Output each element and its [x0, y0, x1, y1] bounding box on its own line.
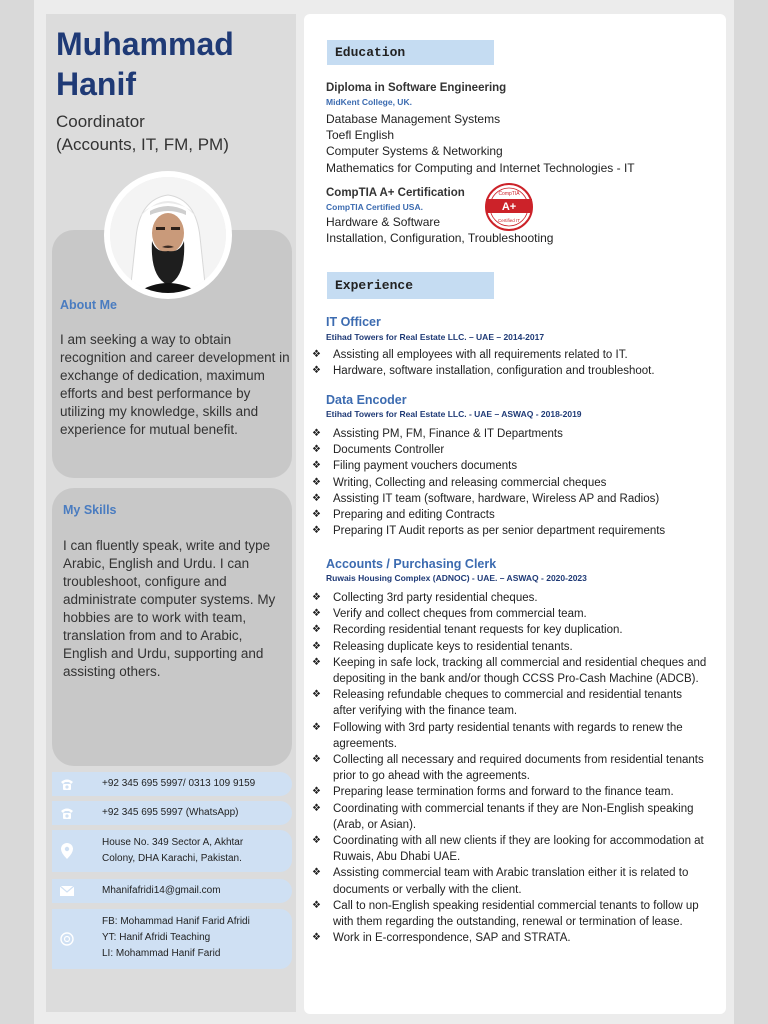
social-line: YT: Hanif Afridi Teaching: [102, 932, 211, 943]
duty-item: ❖ Collecting 3rd party residential cheques.: [312, 590, 707, 606]
contact-email-text: Mhanifafridi14@gmail.com: [102, 885, 221, 896]
job-title: Accounts / Purchasing Clerk: [326, 557, 497, 571]
comptia-badge-icon: [483, 182, 535, 232]
phone-icon: [52, 772, 82, 796]
contact-whatsapp[interactable]: [52, 801, 292, 825]
contact-email[interactable]: [52, 879, 292, 903]
course-item: Computer Systems & Networking: [326, 144, 503, 158]
contact-social-text: [102, 914, 250, 962]
contact-phone-text: +92 345 695 5997/ 0313 109 9159: [102, 778, 256, 789]
contact-whatsapp-text: +92 345 695 5997 (WhatsApp): [102, 807, 239, 818]
candidate-role: [56, 110, 286, 156]
social-line: FB: Mohammad Hanif Farid Afridi: [102, 916, 250, 927]
profile-photo: [110, 177, 226, 293]
duty-item: ❖ Call to non-English speaking residential commercial tenants to follow up with them regarding the outstanding, renewal or termination of lease.: [312, 898, 707, 930]
duty-item: ❖ Releasing duplicate keys to residential tenants.: [312, 639, 707, 655]
diploma-institution: MidKent College, UK.: [326, 97, 412, 107]
job-title: IT Officer: [326, 315, 381, 329]
duty-item: ❖ Work in E-correspondence, SAP and STRATA.: [312, 930, 707, 946]
duty-item: ❖ Keeping in safe lock, tracking all commercial and residential cheques and depositing in the bank and/or though CCSS Pro-Cash Machine (ADCB).: [312, 655, 707, 687]
envelope-icon: [52, 879, 82, 903]
contact-address-text: [102, 835, 243, 867]
duty-item: ❖ Hardware, software installation, configuration and troubleshoot.: [312, 363, 712, 379]
duty-item: ❖ Verify and collect cheques from commercial team.: [312, 606, 707, 622]
about-title: About Me: [60, 298, 117, 312]
education-heading: Education: [327, 40, 494, 65]
course-item: Installation, Configuration, Troubleshooting: [326, 231, 554, 245]
job-company: Etihad Towers for Real Estate LLC. - UAE – ASWAQ - 2018-2019: [326, 409, 582, 419]
duty-item: ❖ Recording residential tenant requests for key duplication.: [312, 622, 707, 638]
badge-bottom-text: Certified IT: [497, 218, 521, 223]
duty-item: ❖ Releasing refundable cheques to commercial and residential tenants after verifying with the finance team.: [312, 687, 707, 719]
job-company: Ruwais Housing Complex (ADNOC) - UAE. – ASWAQ - 2020-2023: [326, 573, 587, 583]
job-duties: [312, 590, 707, 946]
address-line: Colony, DHA Karachi, Pakistan.: [102, 853, 242, 864]
course-item: Hardware & Software: [326, 215, 441, 229]
duty-item: ❖ Assisting all employees with all requirements related to IT.: [312, 347, 712, 363]
address-line: House No. 349 Sector A, Akhtar: [102, 837, 244, 848]
duty-item: ❖ Assisting PM, FM, Finance & IT Departments: [312, 426, 712, 442]
duty-item: ❖ Writing, Collecting and releasing commercial cheques: [312, 475, 712, 491]
candidate-name: Muhammad Hanif: [56, 26, 234, 102]
duty-item: ❖ Assisting commercial team with Arabic translation either it is related to documents or verbally with the client.: [312, 865, 707, 897]
contact-address[interactable]: [52, 830, 292, 872]
duty-item: ❖ Preparing IT Audit reports as per senior department requirements: [312, 523, 712, 539]
duty-item: ❖ Preparing lease termination forms and forward to the finance team.: [312, 784, 707, 800]
badge-main-text: A+: [501, 201, 517, 213]
badge-top-text: CompTIA: [498, 191, 520, 197]
job-title: Data Encoder: [326, 393, 407, 407]
contact-phone[interactable]: [52, 772, 292, 796]
course-item: Database Management Systems: [326, 112, 501, 126]
duty-item: ❖ Filing payment vouchers documents: [312, 458, 712, 474]
duty-item: ❖ Following with 3rd party residential tenants with regards to renew the agreements.: [312, 720, 707, 752]
role-areas: (Accounts, IT, FM, PM): [56, 135, 229, 154]
location-pin-icon: [52, 830, 82, 872]
course-item: Mathematics for Computing and Internet Technologies - IT: [326, 161, 635, 175]
job-duties: [312, 347, 712, 379]
experience-heading: Experience: [327, 272, 494, 299]
contact-social[interactable]: [52, 909, 292, 969]
about-text: I am seeking a way to obtain recognition and career development in exchange of dedication, maximum efforts and best performance by utilizing my knowledge, skills and experience for mutual benefit.: [60, 332, 290, 437]
phone-icon: [52, 801, 82, 825]
duty-item: ❖ Documents Controller: [312, 442, 712, 458]
portrait-illustration: [110, 177, 226, 293]
role-title: Coordinator: [56, 112, 145, 131]
duty-item: ❖ Coordinating with commercial tenants if they are Non-English speaking (Arab, or Asian).: [312, 801, 707, 833]
comptia-title: CompTIA A+ Certification: [326, 187, 465, 199]
diploma-title: Diploma in Software Engineering: [326, 82, 507, 94]
globe-icon: [52, 909, 82, 969]
skills-title: My Skills: [63, 503, 117, 517]
social-line: LI: Mohammad Hanif Farid: [102, 948, 221, 959]
duty-item: ❖ Preparing and editing Contracts: [312, 507, 712, 523]
duty-item: ❖ Collecting all necessary and required documents from residential tenants prior to go ahead with the agreements.: [312, 752, 707, 784]
skills-text: I can fluently speak, write and type Arabic, English and Urdu. I can troubleshoot, configure and administrate computer systems. My hobbies are to work with team, translation from and to Arabic, English and Urdu, supporting and assisting others.: [63, 538, 276, 679]
comptia-institution: CompTIA Certified USA.: [326, 202, 423, 212]
course-item: Toefl English: [326, 128, 395, 142]
duty-item: ❖ Assisting IT team (software, hardware, Wireless AP and Radios): [312, 491, 712, 507]
job-duties: [312, 426, 712, 539]
duty-item: ❖ Coordinating with all new clients if they are looking for accommodation at Ruwais, Abu Dhabi UAE.: [312, 833, 707, 865]
job-company: Etihad Towers for Real Estate LLC. – UAE – 2014-2017: [326, 332, 545, 342]
